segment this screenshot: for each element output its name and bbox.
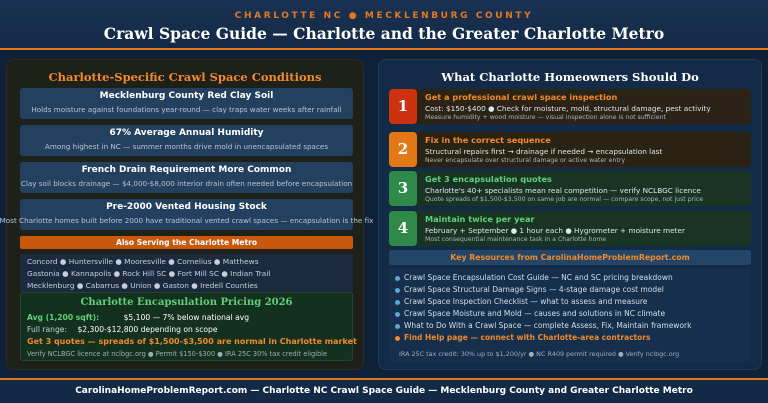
condition-desc: Among highest in NC — summer months drive mold in unencapsulated spaces — [44, 142, 329, 151]
step-desc: Structural repairs first → drainage if needed → encapsulation last — [425, 147, 663, 156]
step-subtext: Measure humidity + wood moisture — visual inspection alone is not sufficient — [425, 114, 666, 121]
resource-link[interactable] — [395, 273, 673, 282]
resource-label: Crawl Space Structural Damage Signs — 4-stage damage cost model — [404, 285, 664, 294]
step-desc: Charlotte's 40+ specialists mean real competition — verify NCLBGC licence — [425, 186, 701, 195]
condition-desc: Clay soil blocks drainage — $4,000-$8,000 interior drain often needed before encapsulation — [20, 179, 353, 188]
step-card — [389, 89, 751, 124]
pricing-verify-note: Verify NCLBGC licence at nclbgc.org ● Permit $150-$300 ● IRA 25C 30% tax credit eligible — [27, 350, 328, 358]
pricing-quotes-note: Get 3 quotes — spreads of $1,500-$3,500 are normal in Charlotte market — [27, 337, 357, 346]
header-kicker: CHARLOTTE NC ● MECKLENBURG COUNTY — [234, 11, 534, 21]
step-subtext: Never encapsulate over structural damage or active water entry — [425, 157, 626, 164]
pricing-box — [20, 292, 357, 361]
pricing-average — [27, 313, 249, 322]
condition-title: Mecklenburg County Red Clay Soil — [99, 91, 274, 101]
bullet-icon — [395, 276, 400, 281]
step-card — [389, 132, 751, 167]
bullet-icon — [395, 336, 400, 341]
bullet-icon — [395, 300, 400, 305]
also-serving-heading: Also Serving the Charlotte Metro — [20, 236, 353, 249]
resource-label: Crawl Space Moisture and Mold — causes and solutions in NC climate — [404, 309, 666, 318]
actions-panel — [378, 59, 762, 370]
step-number: 2 — [389, 132, 417, 167]
step-card — [389, 211, 751, 246]
resource-link[interactable] — [395, 309, 665, 318]
step-number: 3 — [389, 171, 417, 206]
condition-card — [20, 162, 353, 193]
footer: CarolinaHomeProblemReport.com — Charlotte NC Crawl Space Guide — Mecklenburg County and Greater Charlotte Metro — [0, 378, 768, 403]
cities-list — [20, 254, 353, 292]
resource-link[interactable] — [395, 321, 691, 330]
resource-link[interactable] — [395, 297, 647, 306]
pricing-range-label: Full range: — [27, 325, 68, 334]
actions-title: What Charlotte Homeowners Should Do — [441, 70, 699, 84]
find-help-label: Find Help page — connect with Charlotte-area contractors — [404, 333, 651, 342]
step-title: Get 3 encapsulation quotes — [425, 174, 552, 184]
resource-link[interactable] — [395, 285, 664, 294]
cities-line: Gastonia ● Kannapolis ● Rock Hill SC ● Fort Mill SC ● Indian Trail — [27, 269, 271, 278]
pricing-average-label: Avg (1,200 sqft): — [27, 313, 100, 322]
resources-list — [389, 268, 751, 362]
condition-title: 67% Average Annual Humidity — [109, 128, 264, 138]
resource-label: What to Do With a Crawl Space — complete Assess, Fix, Maintain framework — [404, 321, 692, 330]
page-title: Crawl Space Guide — Charlotte and the Greater Charlotte Metro — [103, 24, 665, 43]
step-desc: Cost: $150-$400 ● Check for moisture, mold, structural damage, pest activity — [425, 104, 711, 113]
condition-card — [20, 88, 353, 119]
condition-desc: Most Charlotte homes built before 2000 have traditional vented crawl spaces — encapsulation is the fix — [0, 216, 374, 225]
bullet-icon — [395, 312, 400, 317]
step-subtext: Most consequential maintenance task in a Charlotte home — [425, 236, 607, 243]
condition-desc: Holds moisture against foundations year-round — clay traps water weeks after rainfall — [31, 105, 342, 114]
resource-label: Crawl Space Inspection Checklist — what to assess and measure — [404, 297, 648, 306]
condition-title: Pre-2000 Vented Housing Stock — [106, 202, 267, 212]
step-card — [389, 171, 751, 206]
step-number: 4 — [389, 211, 417, 246]
step-title: Get a professional crawl space inspection — [425, 92, 618, 102]
resources-heading: Key Resources from CarolinaHomeProblemReport.com — [389, 250, 751, 265]
step-number: 1 — [389, 89, 417, 124]
bullet-icon — [395, 288, 400, 293]
condition-card — [0, 199, 374, 230]
resource-label: Crawl Space Encapsulation Cost Guide — NC and SC pricing breakdown — [404, 273, 673, 282]
step-subtext: Quote spreads of $1,500-$3,500 on same job are normal — compare scope, not just price — [425, 196, 704, 203]
resources-footnote: IRA 25C tax credit: 30% up to $1,200/yr ● NC R409 permit required ● Verify nclbgc.org — [399, 350, 680, 358]
find-help-link[interactable] — [395, 333, 650, 342]
cities-line: Mecklenburg ● Cabarrus ● Union ● Gaston ● Iredell Counties — [27, 281, 258, 290]
pricing-range-value: $2,300-$12,800 depending on scope — [77, 325, 218, 334]
bullet-icon — [395, 324, 400, 329]
pricing-title: Charlotte Encapsulation Pricing 2026 — [80, 297, 293, 308]
step-desc: February + September ● 1 hour each ● Hygrometer + moisture meter — [425, 226, 685, 235]
conditions-panel — [0, 59, 374, 370]
header — [0, 0, 768, 50]
pricing-average-value: $5,100 — 7% below national avg — [123, 313, 250, 322]
condition-card — [20, 125, 353, 156]
pricing-range — [27, 325, 218, 334]
step-title: Fix in the correct sequence — [425, 135, 551, 145]
cities-line: Concord ● Huntersville ● Mooresville ● Cornelius ● Matthews — [27, 257, 259, 266]
step-title: Maintain twice per year — [425, 214, 535, 224]
condition-title: French Drain Requirement More Common — [81, 165, 292, 175]
conditions-title: Charlotte-Specific Crawl Space Conditions — [48, 70, 322, 84]
